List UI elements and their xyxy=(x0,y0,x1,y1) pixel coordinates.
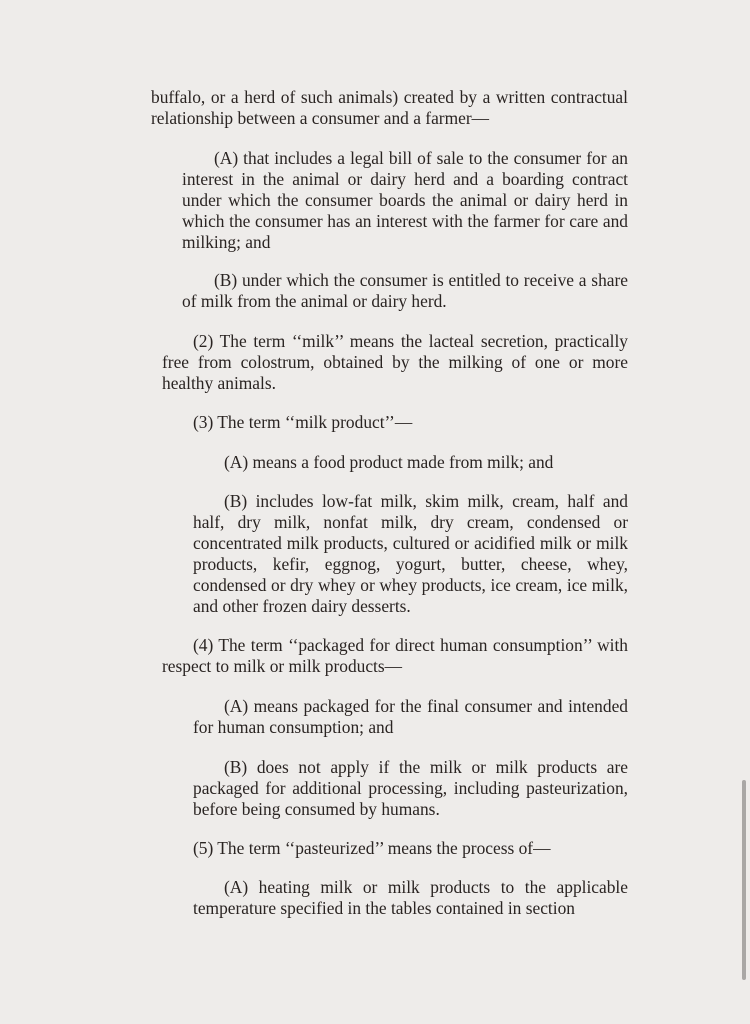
paragraph-2: (2) The term ‘‘milk’’ means the lacteal secretion, practically free from colostrum, obtained by the milking of one or more healthy animals. xyxy=(162,331,628,393)
paragraph-3-a: (A) means a food product made from milk; and xyxy=(224,452,554,472)
paragraph-4-a: (A) means packaged for the final consumer and intended for human consumption; and xyxy=(193,696,628,737)
vertical-scrollbar[interactable] xyxy=(742,780,746,980)
paragraph-5-a: (A) heating milk or milk products to the applicable temperature specified in the tables contained in section xyxy=(193,877,628,918)
paragraph-4-b: (B) does not apply if the milk or milk products are packaged for additional processing, including pasteurization, before being consumed by humans. xyxy=(193,757,628,819)
paragraph-3-b: (B) includes low-fat milk, skim milk, cream, half and half, dry milk, nonfat milk, dry cream, condensed or concentrated milk products, cultured or acidified milk or milk products, kefir, eggnog, yogurt, butter, cheese, whey, condensed or dry whey or whey products, ice cream, ice milk, and other frozen dairy desserts. xyxy=(193,491,628,616)
paragraph-5: (5) The term ‘‘pasteurized’’ means the process of— xyxy=(193,838,551,858)
paragraph-3: (3) The term ‘‘milk product’’— xyxy=(193,412,413,432)
paragraph-continuation: buffalo, or a herd of such animals) created by a written contractual relationship between a consumer and a farmer— xyxy=(151,87,628,128)
paragraph-4: (4) The term ‘‘packaged for direct human consumption’’ with respect to milk or milk products— xyxy=(162,635,628,676)
paragraph-1-a: (A) that includes a legal bill of sale to the consumer for an interest in the animal or dairy herd and a boarding contract under which the consumer boards the animal or dairy herd in which the consumer has an interest with the farmer for care and milking; and xyxy=(182,148,628,252)
paragraph-1-b: (B) under which the consumer is entitled to receive a share of milk from the animal or dairy herd. xyxy=(182,270,628,311)
